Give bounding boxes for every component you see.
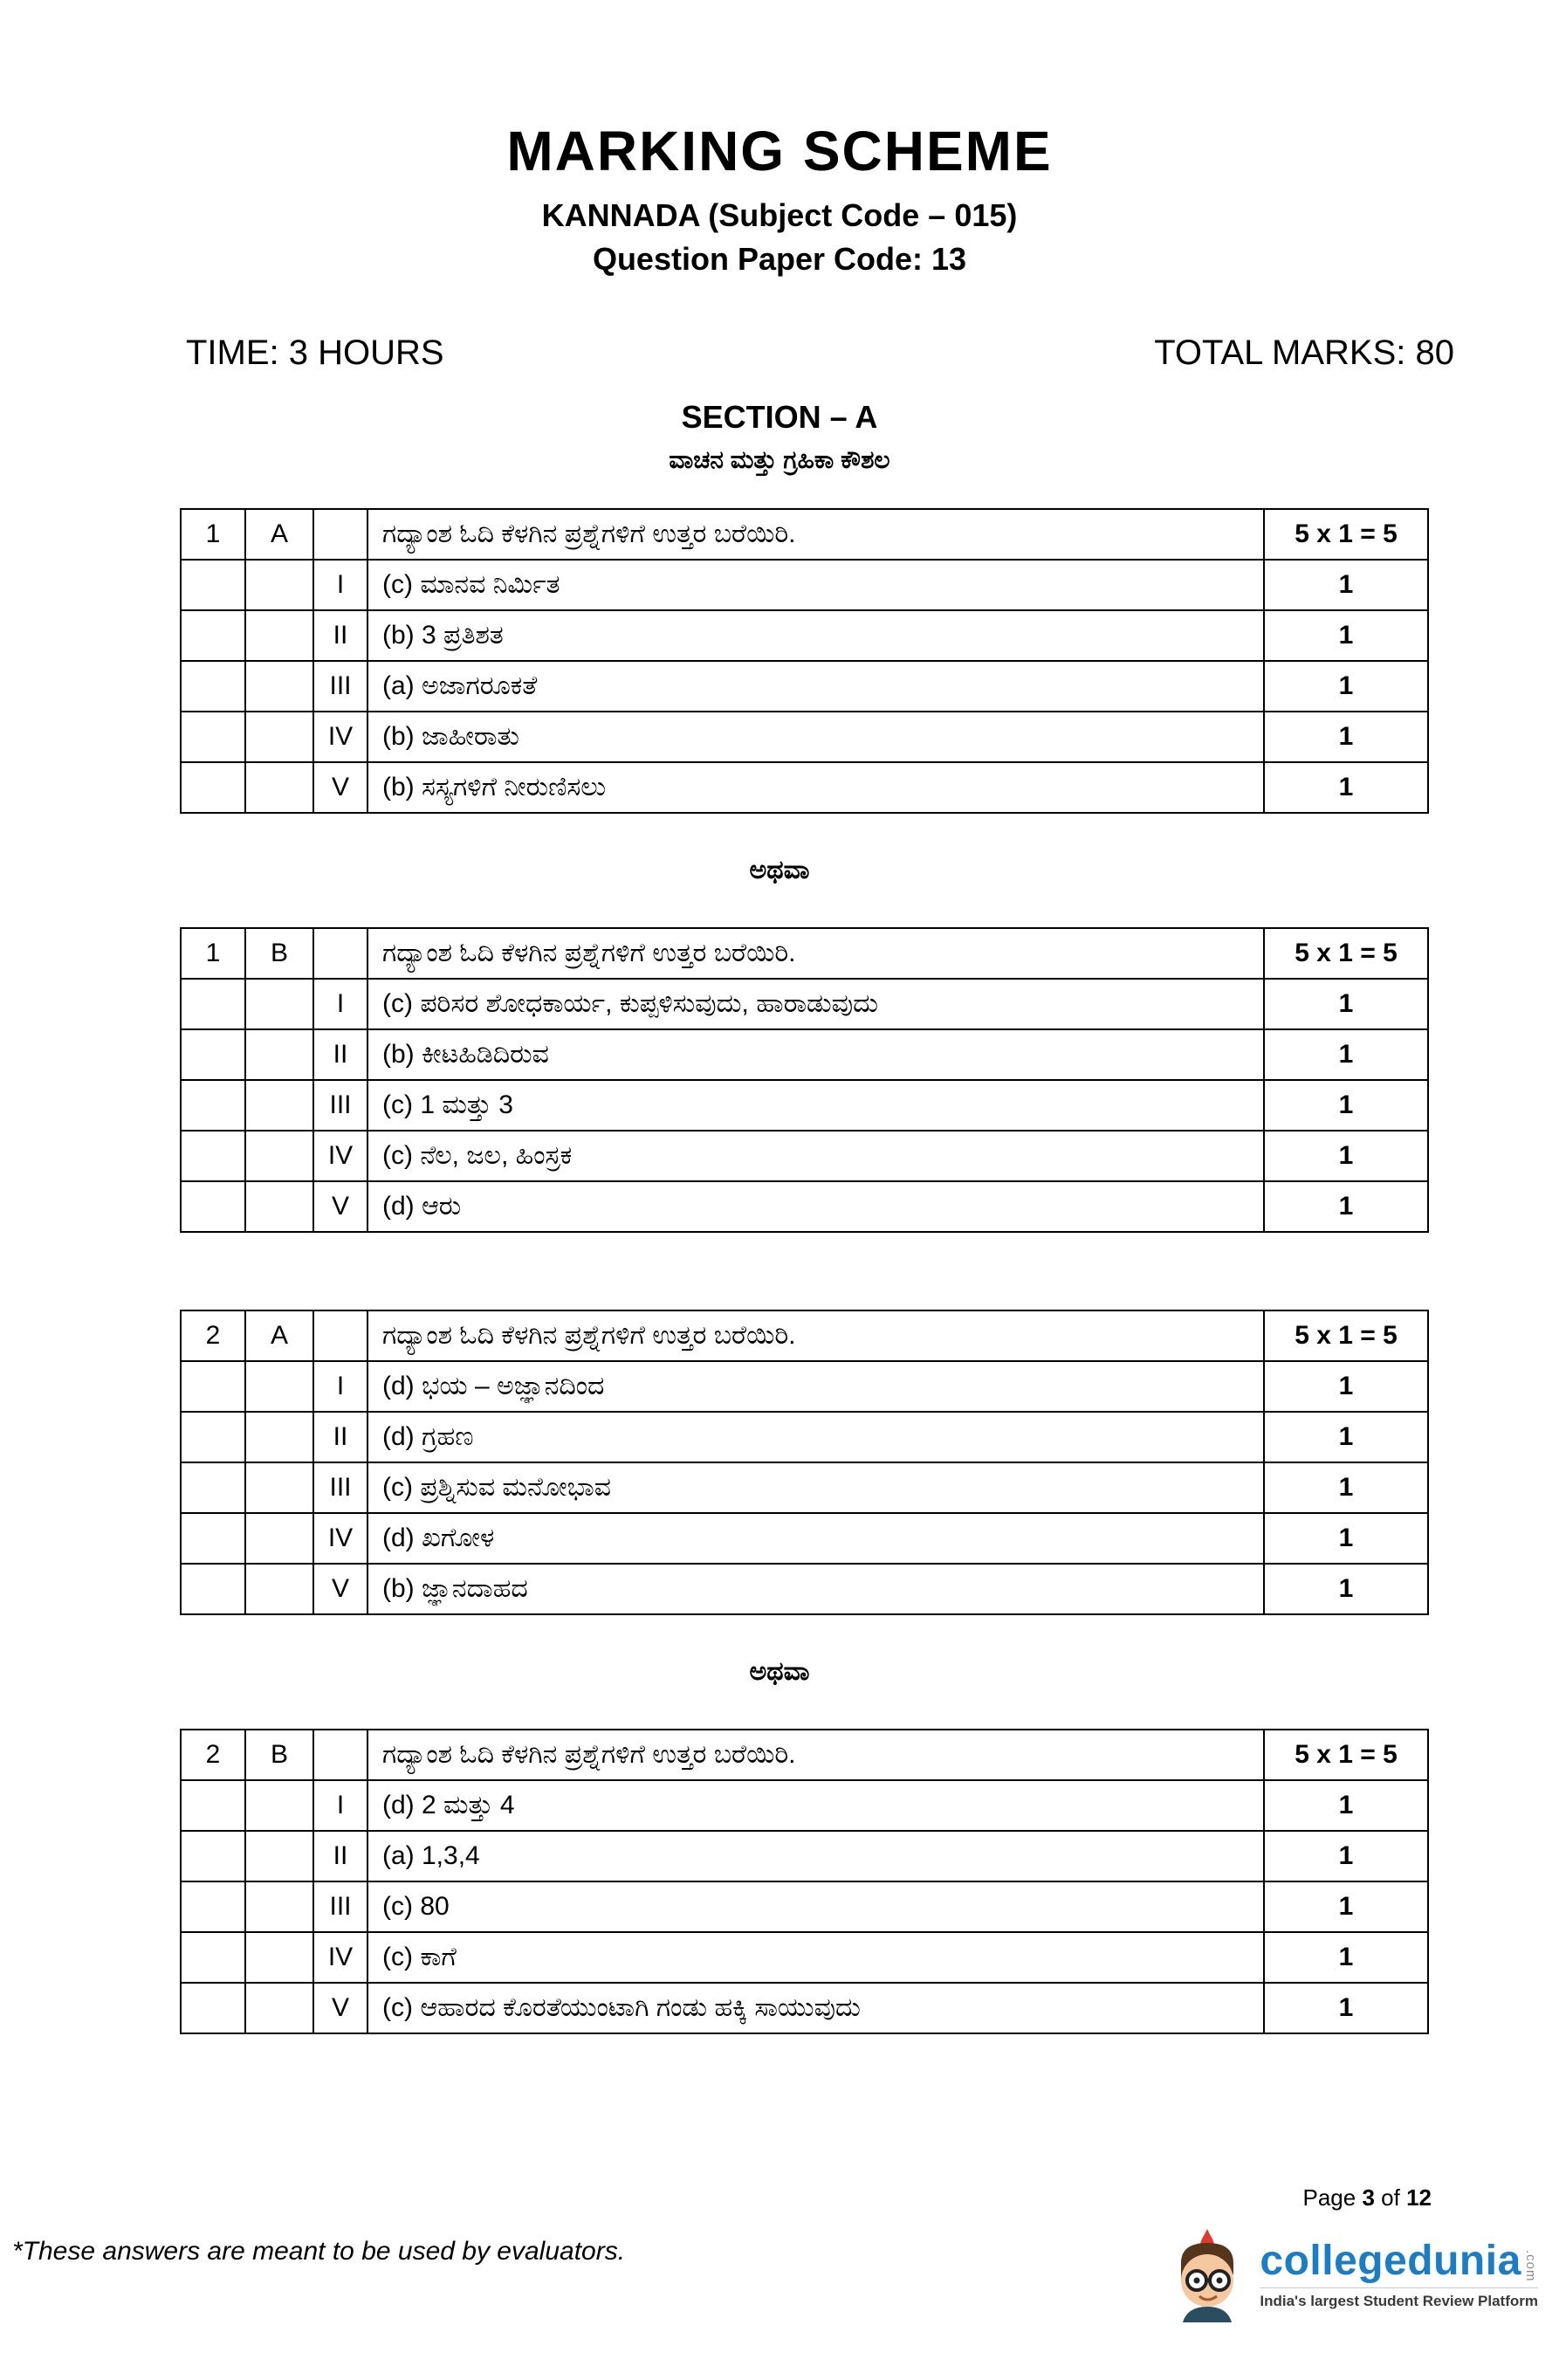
question-number: 2 [181,1730,245,1780]
answer-text: (d) ಆರು [367,1181,1264,1232]
answer-text: (c) ಕಾಗೆ [367,1932,1264,1983]
subject-subtitle: KANNADA (Subject Code – 015) [541,197,1018,233]
marks-value: 1 [1264,1564,1428,1614]
subq-number: IV [313,712,367,762]
subq-cell [313,509,367,560]
marks-value: 1 [1264,712,1428,762]
table-row [181,1412,1428,1462]
subq-number: V [313,1564,367,1614]
marks-scheme: 5 x 1 = 5 [1264,509,1428,560]
table-row [181,610,1428,661]
total-marks-label: TOTAL MARKS: 80 [1154,334,1454,372]
table-row [181,1983,1428,2033]
table-row [181,1131,1428,1181]
answer-text: (c) 1 ಮತ್ತು 3 [367,1080,1264,1131]
subq-number: IV [313,1131,367,1181]
marks-value: 1 [1264,661,1428,712]
marks-value: 1 [1264,1181,1428,1232]
question-number: 2 [181,1310,245,1361]
answer-text: (d) 2 ಮತ್ತು 4 [367,1780,1264,1831]
table-row [181,1181,1428,1232]
marks-value: 1 [1264,1513,1428,1564]
section-title: SECTION – A [681,399,878,435]
page-number-current: 3 [1362,2184,1375,2211]
answer-text: (a) ಅಜಾಗರೂಕತೆ [367,661,1264,712]
question-number: 1 [181,509,245,560]
marks-value: 1 [1264,1462,1428,1513]
answer-text: (b) 3 ಪ್ರತಿಶತ [367,610,1264,661]
marks-scheme: 5 x 1 = 5 [1264,928,1428,979]
answer-text: (c) ನೆಲ, ಜಲ, ಹಿಂಸ್ರಕ [367,1131,1264,1181]
answer-text: (c) 80 [367,1881,1264,1932]
subq-number: I [313,1780,367,1831]
marks-value: 1 [1264,762,1428,813]
or-divider: ಅಥವಾ [749,1657,810,1686]
table-row [181,762,1428,813]
answer-text: (d) ಖಗೋಳ [367,1513,1264,1564]
table-header-row [181,928,1428,979]
collegedunia-logo [1166,2228,1538,2322]
subq-number: I [313,1361,367,1412]
instruction-text: ಗದ್ಯಾಂಶ ಓದಿ ಕೆಳಗಿನ ಪ್ರಶ್ನೆಗಳಿಗೆ ಉತ್ತರ ಬರೆಯಿರಿ. [367,928,1264,979]
table-row [181,1932,1428,1983]
marks-value: 1 [1264,1412,1428,1462]
marks-value: 1 [1264,1780,1428,1831]
answer-text: (c) ಪರಿಸರ ಶೋಧಕಾರ್ಯ, ಕುಪ್ಪಳಿಸುವುದು, ಹಾರಾಡುವುದು [367,979,1264,1029]
evaluator-note: *These answers are meant to be used by evaluators. [12,2237,626,2266]
subq-number: V [313,762,367,813]
logo-tld: .com [1522,2250,1538,2282]
marks-value: 1 [1264,1881,1428,1932]
marks-value: 1 [1264,1029,1428,1080]
instruction-text: ಗದ್ಯಾಂಶ ಓದಿ ಕೆಳಗಿನ ಪ್ರಶ್ನೆಗಳಿಗೆ ಉತ್ತರ ಬರೆಯಿರಿ. [367,1310,1264,1361]
marks-value: 1 [1264,560,1428,610]
answer-text: (c) ಆಹಾರದ ಕೊರತೆಯುಂಟಾಗಿ ಗಂಡು ಹಕ್ಕಿ ಸಾಯುವುದು [367,1983,1264,2033]
table-row [181,1029,1428,1080]
table-row [181,1513,1428,1564]
table-row [181,1831,1428,1881]
table-row [181,979,1428,1029]
time-marks-row [0,334,1559,373]
subq-cell [313,1730,367,1780]
subq-number: III [313,661,367,712]
subq-number: III [313,1881,367,1932]
marking-table-1a [180,508,1429,814]
or-divider: ಅಥವಾ [749,856,810,884]
answer-text: (b) ಸಸ್ಯಗಳಿಗೆ ನೀರುಣಿಸಲು [367,762,1264,813]
table-row [181,1462,1428,1513]
marks-value: 1 [1264,1831,1428,1881]
subq-cell [313,1310,367,1361]
page-number [1302,2184,1432,2211]
marks-value: 1 [1264,610,1428,661]
marks-value: 1 [1264,1361,1428,1412]
marks-value: 1 [1264,979,1428,1029]
subq-number: V [313,1181,367,1232]
marks-scheme: 5 x 1 = 5 [1264,1730,1428,1780]
subq-number: V [313,1983,367,2033]
answer-text: (b) ಜಾಹೀರಾತು [367,712,1264,762]
marking-table-2b [180,1729,1429,2034]
table-row [181,1361,1428,1412]
subq-number: III [313,1462,367,1513]
logo-text-block [1260,2240,1538,2310]
paper-code: Question Paper Code: 13 [592,241,967,277]
subq-number: I [313,560,367,610]
question-part: B [245,1730,313,1780]
table-row [181,1881,1428,1932]
table-row [181,661,1428,712]
question-part: A [245,509,313,560]
subq-number: III [313,1080,367,1131]
answer-text: (d) ಗ್ರಹಣ [367,1412,1264,1462]
table-row [181,560,1428,610]
table-header-row [181,509,1428,560]
table-header-row [181,1310,1428,1361]
answer-text: (c) ಪ್ರಶ್ನಿಸುವ ಮನೋಭಾವ [367,1462,1264,1513]
subq-number: II [313,610,367,661]
marking-table-2a [180,1310,1429,1615]
marking-table-1b [180,927,1429,1233]
subq-number: IV [313,1513,367,1564]
marks-value: 1 [1264,1080,1428,1131]
subq-number: II [313,1029,367,1080]
time-label: TIME: 3 HOURS [186,334,444,372]
marks-value: 1 [1264,1983,1428,2033]
subq-number: I [313,979,367,1029]
instruction-text: ಗದ್ಯಾಂಶ ಓದಿ ಕೆಳಗಿನ ಪ್ರಶ್ನೆಗಳಿಗೆ ಉತ್ತರ ಬರೆಯಿರಿ. [367,1730,1264,1780]
table-row [181,1780,1428,1831]
question-part: A [245,1310,313,1361]
page-number-total: 12 [1406,2184,1432,2211]
subq-number: II [313,1831,367,1881]
answer-text: (a) 1,3,4 [367,1831,1264,1881]
answer-text: (b) ಕೀಟಹಿಡಿದಿರುವ [367,1029,1264,1080]
mascot-icon [1166,2228,1249,2322]
answer-text: (b) ಜ್ಞಾನದಾಹದ [367,1564,1264,1614]
marks-value: 1 [1264,1131,1428,1181]
page-number-of: of [1381,2184,1400,2211]
page-number-prefix: Page [1302,2184,1356,2211]
logo-wordmark: collegedunia [1260,2238,1521,2284]
table-row [181,1080,1428,1131]
marks-value: 1 [1264,1932,1428,1983]
section-subtitle-kannada: ವಾಚನ ಮತ್ತು ಗ್ರಹಿಕಾ ಕೌಶಲ [669,446,890,473]
table-row [181,1564,1428,1614]
question-number: 1 [181,928,245,979]
table-header-row [181,1730,1428,1780]
answer-text: (d) ಭಯ – ಅಜ್ಞಾನದಿಂದ [367,1361,1264,1412]
instruction-text: ಗದ್ಯಾಂಶ ಓದಿ ಕೆಳಗಿನ ಪ್ರಶ್ನೆಗಳಿಗೆ ಉತ್ತರ ಬರೆಯಿರಿ. [367,509,1264,560]
subq-number: IV [313,1932,367,1983]
question-part: B [245,928,313,979]
subq-number: II [313,1412,367,1462]
subq-cell [313,928,367,979]
logo-tagline: India's largest Student Review Platform [1260,2287,1538,2310]
marks-scheme: 5 x 1 = 5 [1264,1310,1428,1361]
answer-text: (c) ಮಾನವ ನಿರ್ಮಿತ [367,560,1264,610]
table-row [181,712,1428,762]
page-title: MARKING SCHEME [506,120,1053,182]
